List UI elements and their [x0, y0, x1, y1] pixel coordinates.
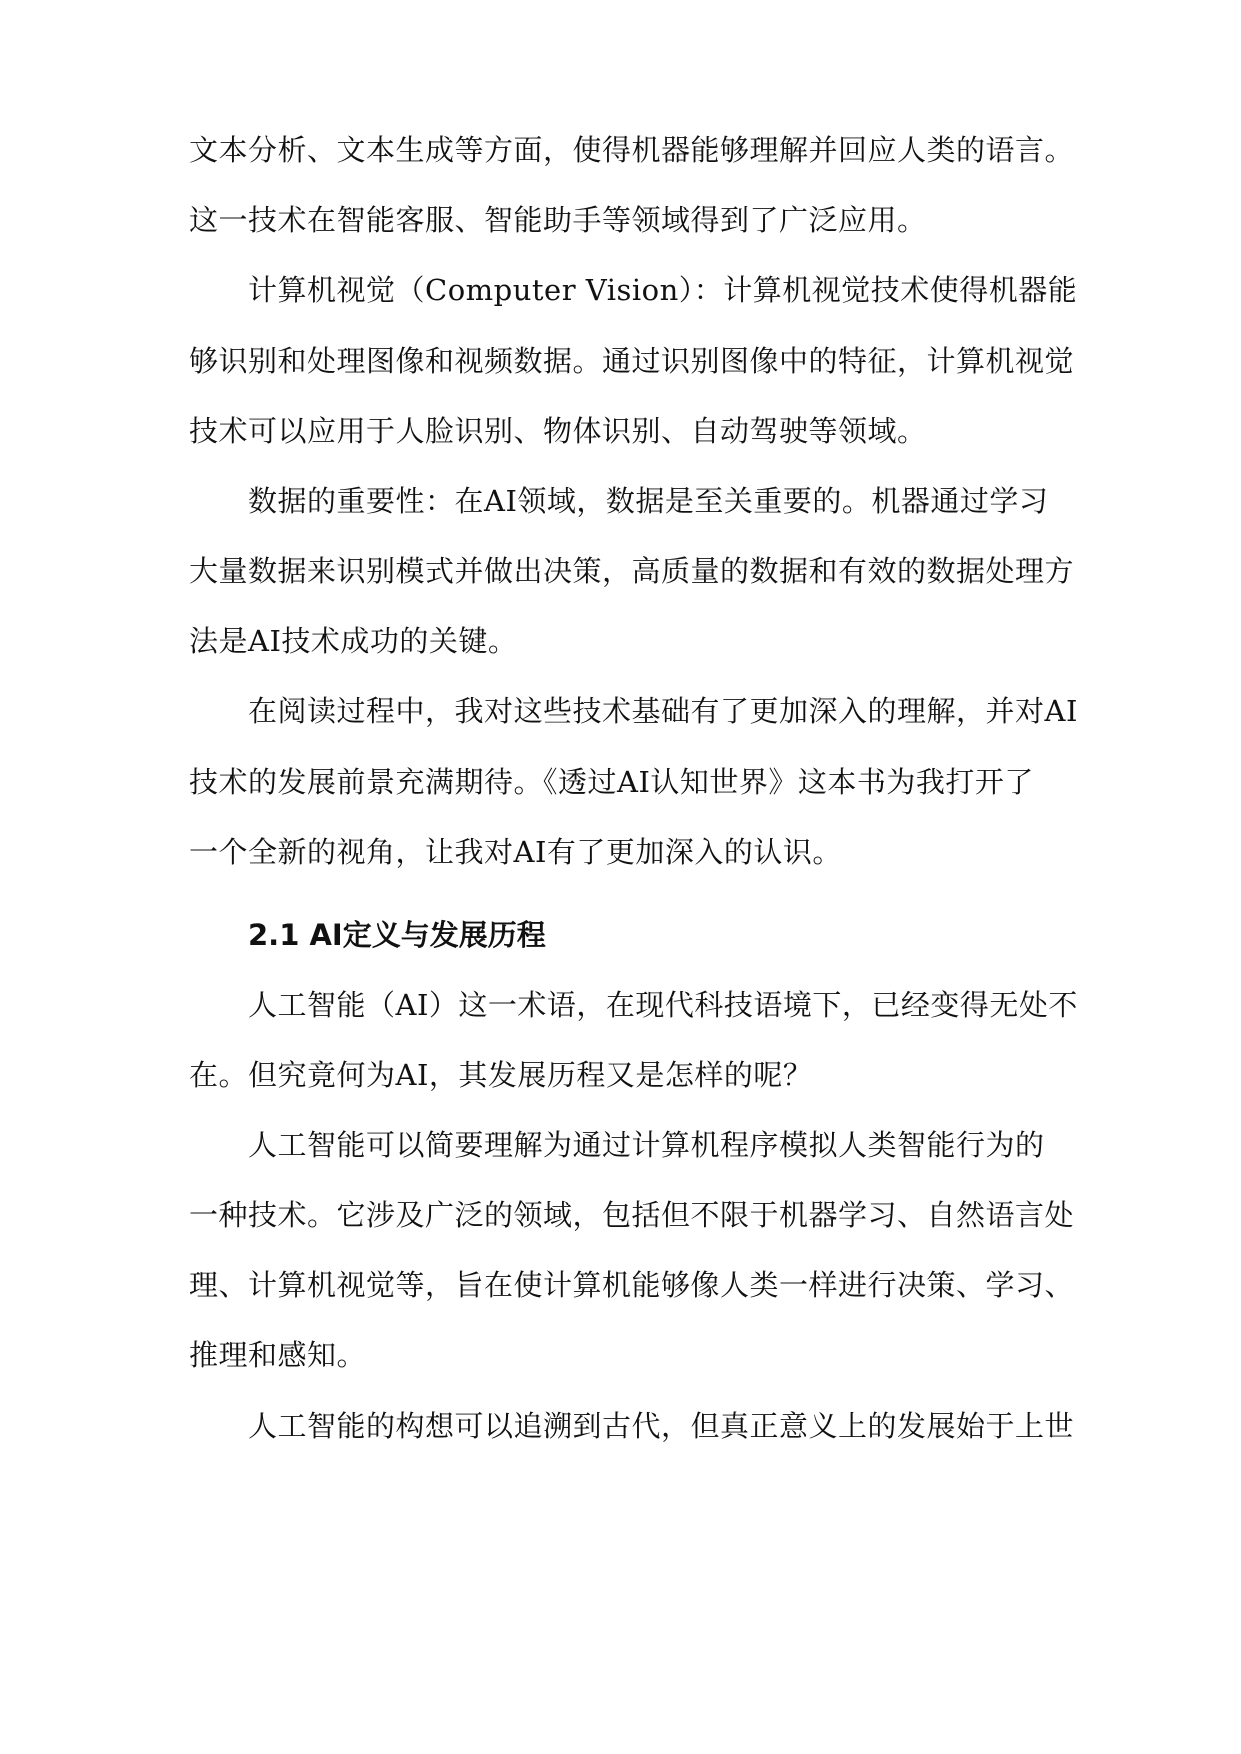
text-line: 法是AI技术成功的关键。: [189, 624, 518, 658]
text-line: 计算机视觉（Computer Vision）：计算机视觉技术使得机器能: [248, 273, 1078, 307]
text-line: 在。但究竟何为AI，其发展历程又是怎样的呢？: [189, 1058, 813, 1092]
text-line: 技术可以应用于人脸识别、物体识别、自动驾驶等领域。: [189, 414, 927, 448]
text-line: 在阅读过程中，我对这些技术基础有了更加深入的理解，并对AI: [248, 694, 1078, 728]
text-line: 这一技术在智能客服、智能助手等领域得到了广泛应用。: [189, 203, 927, 237]
text-line: 理、计算机视觉等，旨在使计算机能够像人类一样进行决策、学习、: [189, 1268, 1075, 1302]
section-heading: 2.1 AI定义与发展历程: [248, 918, 546, 952]
text-line: 文本分析、文本生成等方面，使得机器能够理解并回应人类的语言。: [189, 133, 1075, 167]
text-line: 人工智能可以简要理解为通过计算机程序模拟人类智能行为的: [248, 1128, 1045, 1162]
text-line: 一种技术。它涉及广泛的领域，包括但不限于机器学习、自然语言处: [189, 1198, 1075, 1232]
text-line: 人工智能的构想可以追溯到古代，但真正意义上的发展始于上世: [248, 1409, 1075, 1443]
text-line: 大量数据来识别模式并做出决策，高质量的数据和有效的数据处理方: [189, 554, 1075, 588]
text-line: 推理和感知。: [189, 1338, 367, 1372]
text-line: 一个全新的视角，让我对AI有了更加深入的认识。: [189, 835, 842, 869]
text-line: 技术的发展前景充满期待。《透过AI认知世界》这本书为我打开了: [189, 765, 1034, 799]
text-line: 数据的重要性：在AI领域，数据是至关重要的。机器通过学习: [248, 484, 1049, 518]
text-line: 够识别和处理图像和视频数据。通过识别图像中的特征，计算机视觉: [189, 344, 1075, 378]
text-line: 人工智能（AI）这一术语，在现代科技语境下，已经变得无处不: [248, 988, 1078, 1022]
